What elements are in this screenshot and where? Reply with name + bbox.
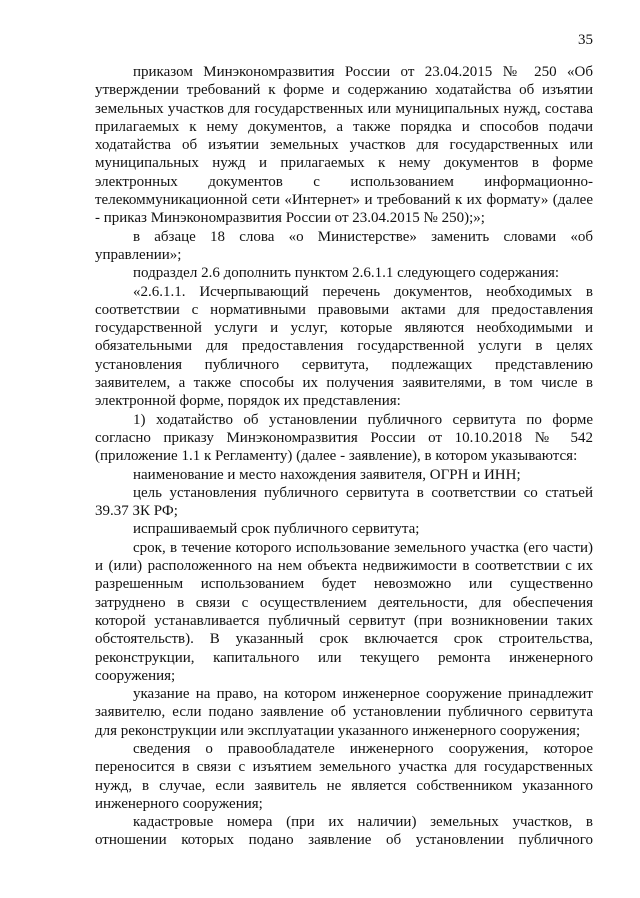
paragraph-order-reference: приказом Минэкономразвития России от 23.04.2015 № 250 «Об утверждении требований к форме и содержанию ходатайства об изъятии земельных участков для государственных или муниципальных нужд, состава прилагаемых к нему документов, а также порядка и способов подачи ходатайства об изъятии земельных участков для государственных или муниципальных нужд и прилагаемых к нему документов в форме электронных документов с использованием информационно-телекоммуникационной сети «Интернет» и требований к их формату» (далее - приказ Минэкономразвития России от 23.04.2015 № 250);»; <box>95 64 593 227</box>
paragraph-requested-term: испрашиваемый срок публичного сервитута; <box>133 521 420 538</box>
page-number: 35 <box>578 32 593 48</box>
paragraph-servitude-purpose: цель установления публичного сервитута в соответствии со статьей 39.37 ЗК РФ; <box>95 484 593 520</box>
paragraph-amendment-abzac-18: в абзаце 18 слова «о Министерстве» заменить словами «об управлении»; <box>95 228 593 263</box>
paragraph-right-indication: указание на право, на котором инженерное сооружение принадлежит заявителю, если подано заявление об установлении публичного сервитута для реконструкции или эксплуатации указанного инженерного сооружения; <box>95 686 593 739</box>
paragraph-applicant-name: наименование и место нахождения заявителя, ОГРН и ИНН; <box>133 466 521 483</box>
paragraph-owner-info: сведения о правообладателе инженерного сооружения, которое переносится в связи с изъятием земельного участка для государственных нужд, в случае, если заявитель не является собственником указанного инженерного сооружения; <box>95 740 593 812</box>
paragraph-impossibility-term: срок, в течение которого использование земельного участка (его части) и (или) расположенного на нем объекта недвижимости в соответствии с их разрешенным использованием будет невозможно или существенно затруднено в связи с осуществлением деятельности, для обеспечения которой устанавливается публичный сервитут (при возникновении таких обстоятельств). В указанный срок включается срок строительства, реконструкции, капитального или текущего ремонта инженерного сооружения; <box>95 539 593 684</box>
paragraph-item-1-petition: 1) ходатайство об установлении публичного сервитута по форме согласно приказу Минэкономразвития России от 10.10.2018 № 542 (приложение 1.1 к Регламенту) (далее - заявление), в котором указываются: <box>95 411 593 465</box>
paragraph-subsection-addition: подраздел 2.6 дополнить пунктом 2.6.1.1 следующего содержания: <box>133 265 560 282</box>
paragraph-clause-2-6-1-1: «2.6.1.1. Исчерпывающий перечень документов, необходимых в соответствии с нормативными правовыми актами для предоставления государственной услуги и услуг, которые являются необходимыми и обязательными для предоставления государственной услуги в целях установления публичного сервитута, подлежащих представлению заявителем, а также способы их получения заявителями, в том числе в электронной форме, порядок их представления: <box>95 283 593 410</box>
paragraph-cadastral-numbers: кадастровые номера (при их наличии) земельных участков, в отношении которых подано заявление об установлении публичного <box>95 814 593 849</box>
document-body <box>95 63 593 850</box>
